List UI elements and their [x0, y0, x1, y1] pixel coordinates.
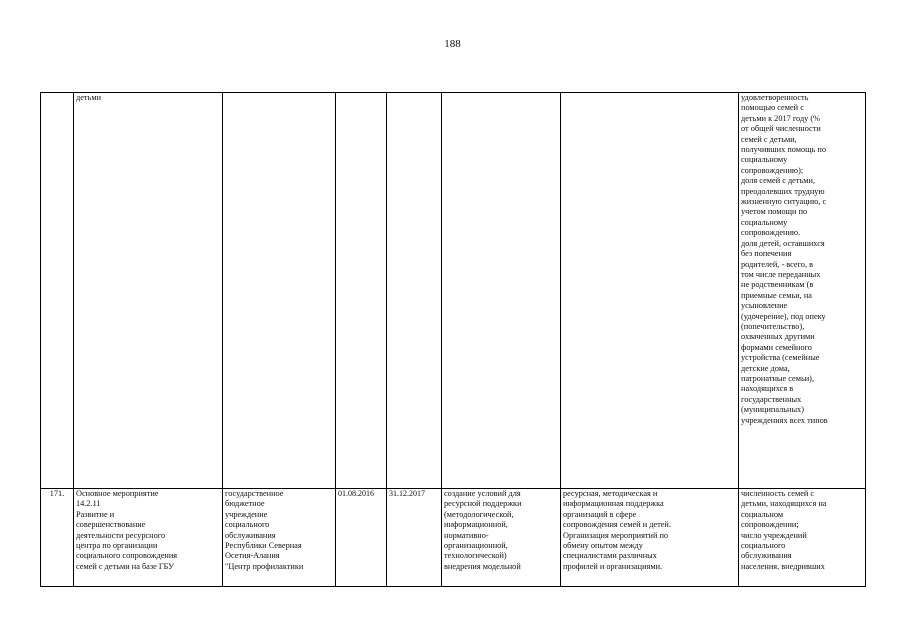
date-start-cell [336, 93, 387, 489]
date-end-cell: 31.12.2017 [387, 489, 442, 587]
executor-cell [223, 93, 336, 489]
indicators-cell: удовлетворенность помощью семей с детьми к 2017 году (% от общей численности семей с детьми, получивших помощь по социальному сопровождению); доля семей с детьми, преодолевших трудную жизненную ситуацию, с учетом помощи по социальному сопровождению. доля детей, оставшихся без попечения родителей, - всего, в том числе переданных не родственникам (в приемные семьи, на усыновление (удочерение), под опеку (попечительство), охваченных другими формами семейного устройства (семейные детские дома, патронатные семьи), находящихся в государственных (муниципальных) учреждениях всех типов [739, 93, 866, 489]
event-cell: Основное мероприятие 14.2.11 Развитие и совершенствование деятельности ресурсного центра по организации социального сопровождения семей с детьми на базе ГБУ [74, 489, 223, 587]
page-number: 188 [444, 38, 461, 50]
content-cell [561, 93, 739, 489]
date-start-cell: 01.08.2016 [336, 489, 387, 587]
table-row [41, 93, 866, 489]
date-end-cell [387, 93, 442, 489]
executor-cell: государственное бюджетное учреждение социального обслуживания Республики Северная Осетия-Алания "Центр профилактики [223, 489, 336, 587]
row-number-cell [41, 93, 74, 489]
event-cell: детьми [74, 93, 223, 489]
row-number-cell: 171. [41, 489, 74, 587]
result-cell: создание условий для ресурсной поддержки (методологической, информационной, нормативно- организационной, технологической) внедрения модельной [442, 489, 561, 587]
indicators-cell: численность семей с детьми, находящихся на социальном сопровождении; число учреждений социального обслуживания населения, внедривших [739, 489, 866, 587]
content-cell: ресурсная, методическая и информационная поддержка организаций в сфере сопровождения семей и детей. Организация мероприятий по обмену опытом между специалистами различных профилей и организациями. [561, 489, 739, 587]
measures-table [40, 92, 866, 587]
result-cell [442, 93, 561, 489]
table-row [41, 489, 866, 587]
